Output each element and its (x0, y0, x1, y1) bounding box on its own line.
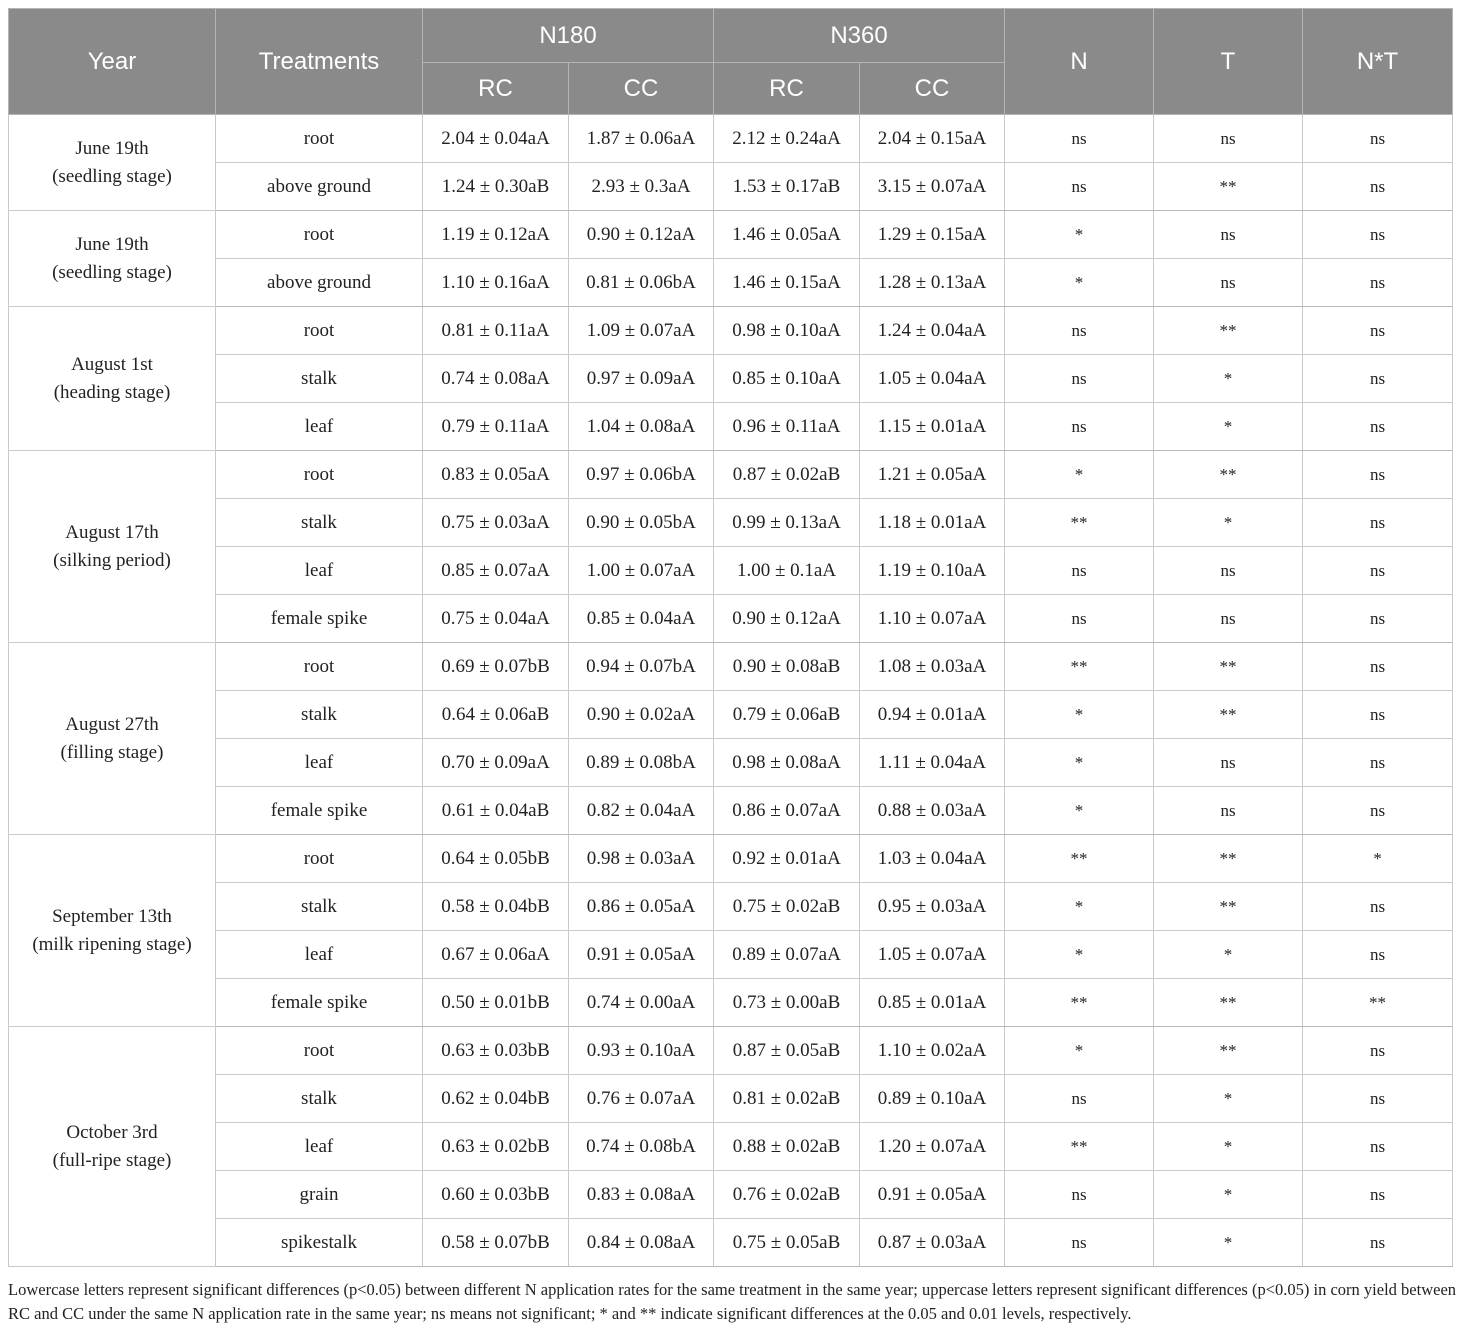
cell-sig-nt: ns (1303, 499, 1453, 547)
treatment-cell: female spike (216, 787, 423, 835)
year-cell (9, 115, 216, 211)
cell-n360-cc: 1.28 ± 0.13aA (860, 259, 1005, 307)
treatment-cell: leaf (216, 931, 423, 979)
cell-n180-rc: 2.04 ± 0.04aA (423, 115, 569, 163)
cell-sig-n: ns (1005, 547, 1154, 595)
cell-n360-rc: 0.89 ± 0.07aA (714, 931, 860, 979)
cell-n360-rc: 0.87 ± 0.02aB (714, 451, 860, 499)
year-stage: (heading stage) (53, 381, 171, 403)
cell-n180-rc: 0.79 ± 0.11aA (423, 403, 569, 451)
cell-n360-cc: 0.85 ± 0.01aA (860, 979, 1005, 1027)
cell-sig-nt: ns (1303, 1075, 1453, 1123)
treatment-cell: root (216, 835, 423, 883)
cell-sig-nt: ns (1303, 163, 1453, 211)
header-n180: N180 (423, 9, 714, 63)
cell-sig-t: ns (1154, 115, 1303, 163)
cell-n180-cc: 0.76 ± 0.07aA (569, 1075, 714, 1123)
cell-n180-cc: 0.83 ± 0.08aA (569, 1171, 714, 1219)
year-stage: (filling stage) (60, 741, 164, 763)
cell-sig-t: ** (1154, 979, 1303, 1027)
cell-n180-rc: 0.64 ± 0.05bB (423, 835, 569, 883)
cell-sig-t: ** (1154, 163, 1303, 211)
year-stage: (seedling stage) (52, 261, 172, 283)
table-row (9, 115, 1453, 163)
table-row (9, 211, 1453, 259)
year-cell (9, 451, 216, 643)
cell-n180-rc: 0.58 ± 0.04bB (423, 883, 569, 931)
cell-n360-cc: 3.15 ± 0.07aA (860, 163, 1005, 211)
table-row (9, 931, 1453, 979)
cell-n180-rc: 0.50 ± 0.01bB (423, 979, 569, 1027)
cell-n360-cc: 1.10 ± 0.02aA (860, 1027, 1005, 1075)
cell-n180-cc: 0.90 ± 0.05bA (569, 499, 714, 547)
year-cell (9, 307, 216, 451)
cell-sig-t: * (1154, 1171, 1303, 1219)
cell-sig-n: ** (1005, 499, 1154, 547)
cell-sig-t: ** (1154, 643, 1303, 691)
cell-sig-nt: ** (1303, 979, 1453, 1027)
cell-n360-cc: 1.05 ± 0.04aA (860, 355, 1005, 403)
cell-sig-n: * (1005, 451, 1154, 499)
cell-n360-cc: 0.87 ± 0.03aA (860, 1219, 1005, 1267)
cell-n360-cc: 1.15 ± 0.01aA (860, 403, 1005, 451)
cell-n180-cc: 1.04 ± 0.08aA (569, 403, 714, 451)
header-treatments: Treatments (216, 9, 423, 115)
cell-sig-n: ns (1005, 403, 1154, 451)
cell-sig-t: ns (1154, 739, 1303, 787)
cell-sig-nt: ns (1303, 787, 1453, 835)
cell-n180-cc: 0.82 ± 0.04aA (569, 787, 714, 835)
year-date: August 27th (65, 713, 159, 735)
cell-sig-n: ns (1005, 595, 1154, 643)
cell-n360-cc: 1.05 ± 0.07aA (860, 931, 1005, 979)
header-nt: N*T (1303, 9, 1453, 115)
cell-n180-rc: 0.75 ± 0.04aA (423, 595, 569, 643)
year-cell (9, 643, 216, 835)
table-row (9, 691, 1453, 739)
cell-sig-n: * (1005, 211, 1154, 259)
header-n360-rc: RC (714, 63, 860, 115)
treatment-cell: stalk (216, 499, 423, 547)
cell-n180-rc: 0.81 ± 0.11aA (423, 307, 569, 355)
cell-n360-cc: 2.04 ± 0.15aA (860, 115, 1005, 163)
cell-n180-cc: 0.74 ± 0.00aA (569, 979, 714, 1027)
treatment-cell: stalk (216, 691, 423, 739)
cell-n360-cc: 0.95 ± 0.03aA (860, 883, 1005, 931)
treatment-cell: leaf (216, 403, 423, 451)
table-row (9, 1027, 1453, 1075)
cell-sig-nt: ns (1303, 595, 1453, 643)
table-row (9, 883, 1453, 931)
cell-n360-rc: 0.79 ± 0.06aB (714, 691, 860, 739)
cell-sig-n: * (1005, 259, 1154, 307)
cell-sig-n: * (1005, 883, 1154, 931)
treatment-cell: stalk (216, 883, 423, 931)
cell-n360-rc: 1.53 ± 0.17aB (714, 163, 860, 211)
cell-sig-n: ns (1005, 1075, 1154, 1123)
cell-sig-n: ** (1005, 835, 1154, 883)
year-stage: (silking period) (53, 549, 171, 571)
cell-sig-nt: ns (1303, 355, 1453, 403)
cell-n180-cc: 0.90 ± 0.12aA (569, 211, 714, 259)
cell-sig-t: * (1154, 355, 1303, 403)
cell-n180-rc: 0.64 ± 0.06aB (423, 691, 569, 739)
cell-sig-t: ** (1154, 691, 1303, 739)
cell-n180-rc: 0.75 ± 0.03aA (423, 499, 569, 547)
cell-sig-n: ns (1005, 163, 1154, 211)
table-row (9, 355, 1453, 403)
cell-sig-n: ns (1005, 355, 1154, 403)
cell-sig-nt: ns (1303, 547, 1453, 595)
cell-n360-cc: 1.10 ± 0.07aA (860, 595, 1005, 643)
cell-n360-rc: 0.81 ± 0.02aB (714, 1075, 860, 1123)
cell-sig-nt: * (1303, 835, 1453, 883)
header-n360: N360 (714, 9, 1005, 63)
cell-n180-cc: 0.94 ± 0.07bA (569, 643, 714, 691)
cell-n360-cc: 1.11 ± 0.04aA (860, 739, 1005, 787)
cell-n180-cc: 0.97 ± 0.06bA (569, 451, 714, 499)
cell-n180-rc: 0.69 ± 0.07bB (423, 643, 569, 691)
cell-sig-nt: ns (1303, 259, 1453, 307)
table-row (9, 451, 1453, 499)
cell-sig-nt: ns (1303, 1219, 1453, 1267)
cell-sig-nt: ns (1303, 931, 1453, 979)
table-row (9, 1123, 1453, 1171)
treatment-cell: root (216, 115, 423, 163)
cell-n360-rc: 0.98 ± 0.08aA (714, 739, 860, 787)
cell-n180-cc: 0.97 ± 0.09aA (569, 355, 714, 403)
cell-sig-t: * (1154, 1123, 1303, 1171)
cell-n360-cc: 1.20 ± 0.07aA (860, 1123, 1005, 1171)
table-row (9, 499, 1453, 547)
year-stage: (full-ripe stage) (52, 1149, 172, 1171)
cell-n180-cc: 1.09 ± 0.07aA (569, 307, 714, 355)
cell-n180-cc: 0.93 ± 0.10aA (569, 1027, 714, 1075)
treatment-cell: leaf (216, 547, 423, 595)
cell-n180-cc: 0.84 ± 0.08aA (569, 1219, 714, 1267)
table-row (9, 403, 1453, 451)
year-date: August 1st (71, 353, 153, 375)
cell-n360-rc: 0.88 ± 0.02aB (714, 1123, 860, 1171)
table-row (9, 547, 1453, 595)
header-n360-cc: CC (860, 63, 1005, 115)
header-year: Year (9, 9, 216, 115)
table-row (9, 1075, 1453, 1123)
cell-n360-rc: 0.90 ± 0.12aA (714, 595, 860, 643)
cell-n180-rc: 0.83 ± 0.05aA (423, 451, 569, 499)
cell-n180-cc: 0.74 ± 0.08bA (569, 1123, 714, 1171)
cell-n360-cc: 1.03 ± 0.04aA (860, 835, 1005, 883)
table-row (9, 1171, 1453, 1219)
header-n180-cc: CC (569, 63, 714, 115)
treatment-cell: root (216, 1027, 423, 1075)
treatment-cell: above ground (216, 259, 423, 307)
cell-n180-cc: 0.89 ± 0.08bA (569, 739, 714, 787)
cell-n180-rc: 0.67 ± 0.06aA (423, 931, 569, 979)
cell-n180-rc: 0.70 ± 0.09aA (423, 739, 569, 787)
data-table (8, 8, 1453, 1267)
cell-sig-t: * (1154, 403, 1303, 451)
cell-n360-rc: 0.85 ± 0.10aA (714, 355, 860, 403)
year-cell (9, 1027, 216, 1267)
cell-n180-rc: 0.61 ± 0.04aB (423, 787, 569, 835)
cell-sig-n: ** (1005, 1123, 1154, 1171)
treatment-cell: stalk (216, 355, 423, 403)
cell-n180-cc: 0.98 ± 0.03aA (569, 835, 714, 883)
cell-sig-n: ns (1005, 307, 1154, 355)
cell-sig-n: * (1005, 1027, 1154, 1075)
treatment-cell: root (216, 451, 423, 499)
table-row (9, 307, 1453, 355)
cell-sig-nt: ns (1303, 1027, 1453, 1075)
cell-sig-n: ns (1005, 1171, 1154, 1219)
year-date: June 19th (75, 137, 149, 159)
table-row (9, 835, 1453, 883)
cell-n180-rc: 1.19 ± 0.12aA (423, 211, 569, 259)
table-body (9, 115, 1453, 1267)
cell-sig-t: * (1154, 1219, 1303, 1267)
cell-n360-rc: 1.00 ± 0.1aA (714, 547, 860, 595)
cell-sig-n: * (1005, 691, 1154, 739)
cell-n360-rc: 0.87 ± 0.05aB (714, 1027, 860, 1075)
treatment-cell: leaf (216, 1123, 423, 1171)
cell-sig-t: ** (1154, 451, 1303, 499)
cell-n180-cc: 0.81 ± 0.06bA (569, 259, 714, 307)
table-footnote: Lowercase letters represent significant differences (p<0.05) between different N application rates for the same treatment in the same year; uppercase letters represent significant differences (p<0.05) in corn yield between RC and CC under the same N application rate in the same year; ns means not significant; * and ** indicate significant differences at the 0.05 and 0.01 levels, respectively. (8, 1280, 1457, 1323)
table-row (9, 259, 1453, 307)
cell-sig-nt: ns (1303, 211, 1453, 259)
cell-sig-t: ns (1154, 259, 1303, 307)
cell-sig-nt: ns (1303, 115, 1453, 163)
cell-n360-cc: 0.89 ± 0.10aA (860, 1075, 1005, 1123)
cell-sig-t: * (1154, 499, 1303, 547)
cell-sig-nt: ns (1303, 643, 1453, 691)
table-row (9, 1219, 1453, 1267)
cell-n360-rc: 0.96 ± 0.11aA (714, 403, 860, 451)
year-stage: (seedling stage) (52, 165, 172, 187)
cell-sig-t: ** (1154, 835, 1303, 883)
cell-n180-cc: 1.00 ± 0.07aA (569, 547, 714, 595)
table-header (9, 9, 1453, 115)
table-row (9, 643, 1453, 691)
cell-sig-nt: ns (1303, 1123, 1453, 1171)
cell-sig-n: ns (1005, 115, 1154, 163)
table-row (9, 979, 1453, 1027)
table-row (9, 595, 1453, 643)
treatment-cell: female spike (216, 979, 423, 1027)
table-container (8, 8, 1452, 1267)
cell-sig-t: * (1154, 931, 1303, 979)
cell-sig-n: ** (1005, 643, 1154, 691)
cell-sig-t: ns (1154, 595, 1303, 643)
table-row (9, 739, 1453, 787)
cell-n180-rc: 0.85 ± 0.07aA (423, 547, 569, 595)
table-row (9, 787, 1453, 835)
cell-n180-cc: 0.90 ± 0.02aA (569, 691, 714, 739)
cell-sig-nt: ns (1303, 403, 1453, 451)
cell-sig-n: * (1005, 739, 1154, 787)
treatment-cell: root (216, 211, 423, 259)
cell-sig-n: * (1005, 931, 1154, 979)
cell-n360-cc: 1.21 ± 0.05aA (860, 451, 1005, 499)
cell-n360-cc: 1.29 ± 0.15aA (860, 211, 1005, 259)
cell-n360-rc: 0.99 ± 0.13aA (714, 499, 860, 547)
cell-n360-rc: 2.12 ± 0.24aA (714, 115, 860, 163)
cell-sig-nt: ns (1303, 1171, 1453, 1219)
cell-n180-cc: 2.93 ± 0.3aA (569, 163, 714, 211)
treatment-cell: root (216, 643, 423, 691)
cell-sig-t: ns (1154, 787, 1303, 835)
cell-n180-cc: 0.91 ± 0.05aA (569, 931, 714, 979)
cell-n360-rc: 0.76 ± 0.02aB (714, 1171, 860, 1219)
cell-sig-nt: ns (1303, 739, 1453, 787)
treatment-cell: stalk (216, 1075, 423, 1123)
treatment-cell: grain (216, 1171, 423, 1219)
year-date: June 19th (75, 233, 149, 255)
cell-sig-nt: ns (1303, 451, 1453, 499)
treatment-cell: spikestalk (216, 1219, 423, 1267)
cell-n360-cc: 0.88 ± 0.03aA (860, 787, 1005, 835)
cell-sig-t: ** (1154, 883, 1303, 931)
treatment-cell: female spike (216, 595, 423, 643)
cell-n360-cc: 0.94 ± 0.01aA (860, 691, 1005, 739)
cell-sig-t: * (1154, 1075, 1303, 1123)
treatment-cell: root (216, 307, 423, 355)
cell-sig-nt: ns (1303, 691, 1453, 739)
cell-sig-t: ** (1154, 307, 1303, 355)
cell-n180-rc: 0.63 ± 0.03bB (423, 1027, 569, 1075)
cell-n360-rc: 0.86 ± 0.07aA (714, 787, 860, 835)
cell-n360-cc: 1.08 ± 0.03aA (860, 643, 1005, 691)
cell-n180-rc: 0.62 ± 0.04bB (423, 1075, 569, 1123)
cell-n180-rc: 0.58 ± 0.07bB (423, 1219, 569, 1267)
year-stage: (milk ripening stage) (32, 933, 192, 955)
year-date: September 13th (52, 905, 172, 927)
cell-sig-t: ns (1154, 211, 1303, 259)
cell-sig-n: ns (1005, 1219, 1154, 1267)
cell-n360-rc: 1.46 ± 0.15aA (714, 259, 860, 307)
year-cell (9, 835, 216, 1027)
year-cell (9, 211, 216, 307)
cell-sig-n: * (1005, 787, 1154, 835)
cell-n180-rc: 0.60 ± 0.03bB (423, 1171, 569, 1219)
header-n: N (1005, 9, 1154, 115)
cell-n360-rc: 0.75 ± 0.02aB (714, 883, 860, 931)
header-n180-rc: RC (423, 63, 569, 115)
cell-n180-cc: 1.87 ± 0.06aA (569, 115, 714, 163)
cell-n360-cc: 0.91 ± 0.05aA (860, 1171, 1005, 1219)
cell-n180-rc: 1.24 ± 0.30aB (423, 163, 569, 211)
cell-sig-t: ns (1154, 547, 1303, 595)
cell-n360-rc: 0.92 ± 0.01aA (714, 835, 860, 883)
treatment-cell: above ground (216, 163, 423, 211)
cell-n360-rc: 0.73 ± 0.00aB (714, 979, 860, 1027)
table-row (9, 163, 1453, 211)
cell-n360-rc: 1.46 ± 0.05aA (714, 211, 860, 259)
cell-n360-cc: 1.24 ± 0.04aA (860, 307, 1005, 355)
header-t: T (1154, 9, 1303, 115)
cell-n180-rc: 1.10 ± 0.16aA (423, 259, 569, 307)
cell-sig-nt: ns (1303, 883, 1453, 931)
cell-n360-rc: 0.75 ± 0.05aB (714, 1219, 860, 1267)
cell-sig-t: ** (1154, 1027, 1303, 1075)
cell-n180-rc: 0.74 ± 0.08aA (423, 355, 569, 403)
cell-n360-cc: 1.18 ± 0.01aA (860, 499, 1005, 547)
cell-n360-rc: 0.98 ± 0.10aA (714, 307, 860, 355)
treatment-cell: leaf (216, 739, 423, 787)
year-date: October 3rd (66, 1121, 158, 1143)
cell-n180-cc: 0.86 ± 0.05aA (569, 883, 714, 931)
year-date: August 17th (65, 521, 159, 543)
cell-sig-n: ** (1005, 979, 1154, 1027)
cell-n180-cc: 0.85 ± 0.04aA (569, 595, 714, 643)
cell-n180-rc: 0.63 ± 0.02bB (423, 1123, 569, 1171)
cell-n360-rc: 0.90 ± 0.08aB (714, 643, 860, 691)
cell-sig-nt: ns (1303, 307, 1453, 355)
cell-n360-cc: 1.19 ± 0.10aA (860, 547, 1005, 595)
